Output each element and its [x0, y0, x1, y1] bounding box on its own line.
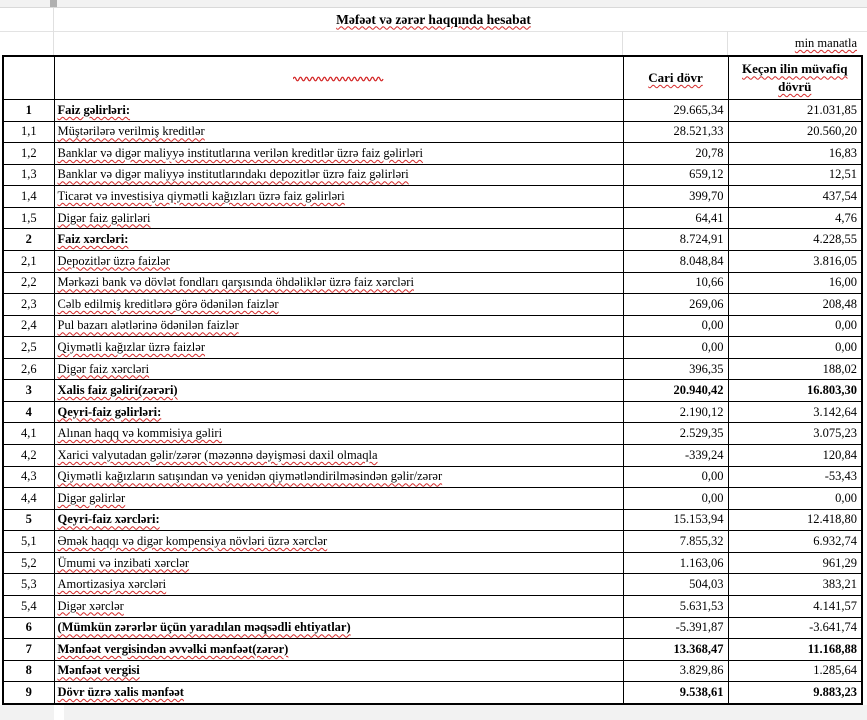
cell-text: 0,00 [835, 318, 857, 333]
profit-loss-table [2, 55, 863, 705]
cell-text: 2.190,12 [679, 404, 724, 419]
previous-period-cell[interactable] [728, 358, 862, 380]
previous-period-cell[interactable] [728, 466, 862, 488]
previous-period-cell[interactable] [728, 423, 862, 445]
current-period-cell[interactable] [623, 552, 728, 574]
cell-text: 2,4 [20, 318, 37, 333]
cell-text: 504,03 [689, 577, 724, 592]
cell-text: 6 [25, 620, 32, 635]
table-row [3, 509, 862, 531]
header-row [3, 56, 862, 100]
row-label-text: Dövr üzrə xalis mənfəət [57, 685, 184, 700]
gridline-vertical [622, 31, 623, 55]
row-label-cell[interactable] [54, 164, 623, 186]
row-label-cell[interactable] [54, 100, 623, 122]
table-row [3, 423, 862, 445]
row-label-text: Digər gəlirlər [57, 490, 126, 505]
row-label-cell[interactable] [54, 315, 623, 337]
row-number-cell[interactable] [3, 552, 54, 574]
cell-text: 3 [25, 383, 32, 398]
cell-text: 1,3 [20, 167, 37, 182]
row-label-text: Faiz xərcləri: [57, 232, 129, 247]
previous-period-cell[interactable] [728, 488, 862, 510]
cell-text: 3.075,23 [813, 426, 857, 441]
row-number-cell[interactable] [3, 595, 54, 617]
current-period-cell[interactable] [623, 595, 728, 617]
table-row [3, 250, 862, 272]
table-row [3, 617, 862, 639]
cell-text: 4 [25, 404, 32, 419]
cell-text: 28.521,33 [673, 124, 724, 139]
cell-text: 20,78 [695, 145, 724, 160]
current-period-cell[interactable] [623, 574, 728, 596]
previous-period-cell[interactable] [728, 595, 862, 617]
cell-text: 12,51 [828, 167, 857, 182]
current-period-cell[interactable] [623, 445, 728, 467]
previous-period-cell[interactable] [728, 100, 862, 122]
row-label-text: Digər faiz gəlirləri [57, 210, 151, 225]
previous-period-cell[interactable] [728, 164, 862, 186]
table-row [3, 272, 862, 294]
row-label-text: Pul bazarı alətlərinə ödənilən faizlər [57, 318, 239, 333]
row-label-cell[interactable] [54, 250, 623, 272]
row-label-cell[interactable] [54, 207, 623, 229]
cell-text: 4.228,55 [813, 232, 857, 247]
current-period-cell[interactable] [623, 294, 728, 316]
cell-text: 7 [25, 641, 32, 656]
cell-text: 4,76 [835, 210, 857, 225]
header-cell-description[interactable] [54, 56, 623, 100]
cell-text: 3.142,64 [813, 404, 857, 419]
cell-text: 8 [25, 663, 32, 678]
row-label-cell[interactable] [54, 682, 623, 704]
previous-period-cell[interactable] [728, 380, 862, 402]
cell-text: 437,54 [822, 189, 857, 204]
cell-text: 0,00 [701, 318, 724, 333]
row-label-cell[interactable] [54, 380, 623, 402]
table-row [3, 229, 862, 251]
cell-text: 4,1 [20, 426, 37, 441]
cell-text: 1,5 [20, 210, 37, 225]
report-title-row[interactable] [0, 8, 867, 31]
row-number-cell[interactable] [3, 401, 54, 423]
cell-text: 1,1 [20, 124, 37, 139]
current-period-cell[interactable] [623, 337, 728, 359]
table-row [3, 164, 862, 186]
table-row [3, 531, 862, 553]
cell-text: 8.724,91 [679, 232, 724, 247]
cell-text: 9.538,61 [679, 685, 724, 700]
cell-text: 16.803,30 [807, 383, 857, 398]
current-period-cell[interactable] [623, 682, 728, 704]
table-row [3, 315, 862, 337]
row-number-cell[interactable] [3, 488, 54, 510]
cell-text: 1.163,06 [679, 555, 724, 570]
previous-period-cell[interactable] [728, 294, 862, 316]
row-number-cell[interactable] [3, 100, 54, 122]
table-header [3, 56, 862, 100]
current-period-cell[interactable] [623, 531, 728, 553]
previous-period-cell[interactable] [728, 617, 862, 639]
current-period-cell[interactable] [623, 380, 728, 402]
previous-period-cell[interactable] [728, 445, 862, 467]
current-period-cell[interactable] [623, 617, 728, 639]
row-label-text: Mənfəət vergisi [57, 663, 140, 678]
row-number-cell[interactable] [3, 229, 54, 251]
current-period-cell[interactable] [623, 488, 728, 510]
previous-period-cell[interactable] [728, 337, 862, 359]
cell-text: 0,00 [835, 339, 857, 354]
previous-period-cell[interactable] [728, 552, 862, 574]
cell-text: 13.368,47 [673, 641, 724, 656]
table-row [3, 186, 862, 208]
cell-text: 10,66 [695, 275, 724, 290]
previous-period-cell[interactable] [728, 315, 862, 337]
table-row [3, 552, 862, 574]
row-number-cell[interactable] [3, 466, 54, 488]
header-cell-number[interactable] [3, 56, 54, 100]
row-label-text: Depozitlər üzrə faizlər [57, 253, 170, 268]
cell-text: 5,3 [20, 577, 37, 592]
cell-text: 0,00 [701, 469, 724, 484]
table-row [3, 466, 862, 488]
bottom-column-gap [54, 705, 64, 720]
row-number-cell[interactable] [3, 143, 54, 165]
row-label-text: Qeyri-faiz gəlirləri: [57, 404, 162, 419]
row-number-cell[interactable] [3, 639, 54, 661]
cell-text: 12.418,80 [807, 512, 857, 527]
top-gridline-strip [0, 0, 867, 8]
cell-text: 0,00 [701, 490, 724, 505]
cell-text: 16,83 [828, 145, 857, 160]
cell-text: 5 [25, 512, 32, 527]
table-row [3, 401, 862, 423]
row-label-text: Ümumi və inzibati xərclər [57, 555, 190, 570]
cell-text: 120,84 [822, 447, 857, 462]
row-label-text: Ticarət və investisiya qiymətli kağızları üzrə faiz gəlirləri [57, 189, 345, 204]
cell-text: 2,6 [20, 361, 37, 376]
row-label-text: Müştərilərə verilmiş kreditlər [57, 124, 205, 139]
cell-text: 2.529,35 [679, 426, 724, 441]
current-period-cell[interactable] [623, 358, 728, 380]
row-label-text: Mərkəzi bank və dövlət fondları qarşısında öhdəliklər üzrə faiz xərcləri [57, 275, 414, 290]
cell-text: 2,5 [20, 339, 37, 354]
row-label-text: Əmək haqqı və digər kompensiya növləri üzrə xərclər [57, 534, 328, 549]
row-number-cell[interactable] [3, 164, 54, 186]
table-row [3, 207, 862, 229]
row-label-cell[interactable] [54, 595, 623, 617]
row-label-text: Amortizasiya xərcləri [57, 577, 167, 592]
cell-text: 961,29 [822, 555, 857, 570]
cell-text: 2 [25, 232, 32, 247]
previous-period-cell[interactable] [728, 229, 862, 251]
current-period-cell[interactable] [623, 272, 728, 294]
cell-text: 20.560,20 [807, 124, 857, 139]
row-label-cell[interactable] [54, 423, 623, 445]
report-title: Məfəət və zərər haqqında hesabat [336, 11, 531, 27]
cell-text: 15.153,94 [673, 512, 724, 527]
row-label-text: (Mümkün zərərlər üçün yaradılan məqsədli ehtiyatlar) [57, 620, 351, 635]
row-number-cell[interactable] [3, 294, 54, 316]
gridline-vertical [53, 8, 54, 55]
column-divider-tab [50, 0, 57, 7]
row-label-cell[interactable] [54, 617, 623, 639]
row-label-cell[interactable] [54, 272, 623, 294]
cell-text: -339,24 [684, 447, 724, 462]
cell-text: -53,43 [824, 469, 857, 484]
row-label-cell[interactable] [54, 401, 623, 423]
cell-text: 3.816,05 [813, 253, 857, 268]
row-label-cell[interactable] [54, 639, 623, 661]
cell-text: 269,06 [689, 296, 724, 311]
row-number-cell[interactable] [3, 250, 54, 272]
cell-text: 0,00 [701, 339, 724, 354]
previous-period-cell[interactable] [728, 639, 862, 661]
cell-text: 16,00 [828, 275, 857, 290]
cell-text: 4,3 [20, 469, 37, 484]
row-label-text: Banklar və digər maliyyə institutlarındakı depozitlər üzrə faiz gəlirləri [57, 167, 409, 182]
current-period-cell[interactable] [623, 509, 728, 531]
row-label-text: Alınan haqq və kommisiya gəliri [57, 426, 223, 441]
previous-period-cell[interactable] [728, 531, 862, 553]
row-label-text: Xarici valyutadan gəlir/zərər (məzənnə dəyişməsi daxil olmaqla [57, 447, 378, 462]
cell-text: 399,70 [689, 189, 724, 204]
row-label-text: Mənfəət vergisindən əvvəlki mənfəət(zərər) [57, 641, 289, 656]
row-number-cell[interactable] [3, 337, 54, 359]
row-number-cell[interactable] [3, 682, 54, 704]
cell-text: 5,4 [20, 598, 37, 613]
cell-text: 5,1 [20, 534, 37, 549]
previous-period-cell[interactable] [728, 121, 862, 143]
cell-text: 5,2 [20, 555, 37, 570]
row-number-cell[interactable] [3, 423, 54, 445]
row-number-cell[interactable] [3, 617, 54, 639]
row-label-cell[interactable] [54, 466, 623, 488]
row-label-cell[interactable] [54, 574, 623, 596]
current-period-cell[interactable] [623, 423, 728, 445]
previous-period-cell[interactable] [728, 401, 862, 423]
row-label-cell[interactable] [54, 488, 623, 510]
cell-text: 2,3 [20, 296, 37, 311]
cell-text: 1,4 [20, 189, 37, 204]
current-period-cell[interactable] [623, 186, 728, 208]
cell-text: 1,2 [20, 145, 37, 160]
row-label-cell[interactable] [54, 143, 623, 165]
cell-text: -3.641,74 [809, 620, 857, 635]
previous-period-cell[interactable] [728, 207, 862, 229]
row-number-cell[interactable] [3, 207, 54, 229]
cell-text: 11.168,88 [807, 641, 857, 656]
row-label-cell[interactable] [54, 531, 623, 553]
units-note: min manatla [794, 36, 857, 50]
row-label-cell[interactable] [54, 660, 623, 682]
row-label-cell[interactable] [54, 229, 623, 251]
row-label-text: Faiz gəlirləri: [57, 102, 131, 117]
cell-text: 188,02 [822, 361, 857, 376]
cell-text: 1 [25, 102, 32, 117]
header-cell-previous-period[interactable] [728, 56, 862, 100]
table-row [3, 488, 862, 510]
cell-text: 4,2 [20, 447, 37, 462]
row-number-cell[interactable] [3, 315, 54, 337]
cell-text: 383,21 [822, 577, 857, 592]
cell-text: 0,00 [835, 490, 857, 505]
cell-text: 2,2 [20, 275, 37, 290]
row-label-cell[interactable] [54, 186, 623, 208]
cell-text: 7.855,32 [679, 534, 724, 549]
row-label-cell[interactable] [54, 337, 623, 359]
table-row [3, 639, 862, 661]
cell-text: 659,12 [689, 167, 724, 182]
cell-text: 8.048,84 [679, 253, 724, 268]
header-cell-current-period[interactable] [623, 56, 728, 100]
previous-period-cell[interactable] [728, 574, 862, 596]
row-label-cell[interactable] [54, 509, 623, 531]
current-period-cell[interactable] [623, 207, 728, 229]
current-period-cell[interactable] [623, 121, 728, 143]
previous-period-cell[interactable] [728, 272, 862, 294]
row-number-cell[interactable] [3, 186, 54, 208]
cell-text: -5.391,87 [675, 620, 724, 635]
units-row[interactable] [0, 31, 867, 55]
row-label-text: Banklar və digər maliyyə institutlarına verilən kreditlər üzrə faiz gəlirləri [57, 145, 423, 160]
table-row [3, 100, 862, 122]
row-number-cell[interactable] [3, 574, 54, 596]
current-period-cell[interactable] [623, 100, 728, 122]
spellcheck-squiggle-icon [293, 75, 385, 82]
row-label-text: Qiymətli kağızların satışından və yenidən qiymətləndirilməsindən gəlir/zərər [57, 469, 443, 484]
cell-text: 6.932,74 [813, 534, 857, 549]
table-row [3, 660, 862, 682]
cell-text: 9 [25, 685, 32, 700]
cell-text: 4,4 [20, 490, 37, 505]
cell-text: 3.829,86 [679, 663, 724, 678]
table-body [3, 100, 862, 705]
current-period-label: Cari dövr [648, 70, 703, 86]
row-label-text: Digər xərclər [57, 598, 124, 613]
row-label-cell[interactable] [54, 294, 623, 316]
row-number-cell[interactable] [3, 358, 54, 380]
cell-text: 29.665,34 [673, 102, 724, 117]
row-number-cell[interactable] [3, 121, 54, 143]
cell-text: 64,41 [695, 210, 724, 225]
bottom-gridline-strip [0, 705, 867, 720]
current-period-cell[interactable] [623, 660, 728, 682]
cell-text: 20.940,42 [673, 383, 724, 398]
previous-period-label: Keçən ilin müvafiq dövrü [742, 61, 848, 94]
previous-period-cell[interactable] [728, 660, 862, 682]
table-row [3, 121, 862, 143]
row-label-cell[interactable] [54, 121, 623, 143]
table-row [3, 337, 862, 359]
table-row [3, 445, 862, 467]
current-period-cell[interactable] [623, 639, 728, 661]
row-number-cell[interactable] [3, 509, 54, 531]
current-period-cell[interactable] [623, 401, 728, 423]
row-number-cell[interactable] [3, 445, 54, 467]
row-label-text: Digər faiz xərcləri [57, 361, 150, 376]
row-label-cell[interactable] [54, 358, 623, 380]
table-row [3, 682, 862, 704]
cell-text: 4.141,57 [813, 598, 857, 613]
table-row [3, 358, 862, 380]
previous-period-cell[interactable] [728, 682, 862, 704]
row-label-cell[interactable] [54, 552, 623, 574]
table-row [3, 595, 862, 617]
cell-text: 208,48 [822, 296, 857, 311]
current-period-cell[interactable] [623, 315, 728, 337]
row-label-text: Qeyri-faiz xərcləri: [57, 512, 160, 527]
row-label-text: Qiymətli kağızlar üzrə faizlər [57, 339, 205, 354]
previous-period-cell[interactable] [728, 186, 862, 208]
gridline-vertical [727, 31, 728, 55]
row-number-cell[interactable] [3, 380, 54, 402]
table-row [3, 574, 862, 596]
current-period-cell[interactable] [623, 143, 728, 165]
table-row [3, 294, 862, 316]
row-number-cell[interactable] [3, 660, 54, 682]
current-period-cell[interactable] [623, 164, 728, 186]
row-label-text: Xalis faiz gəliri(zərəri) [57, 383, 178, 398]
current-period-cell[interactable] [623, 229, 728, 251]
previous-period-cell[interactable] [728, 509, 862, 531]
cell-text: 5.631,53 [679, 598, 724, 613]
current-period-cell[interactable] [623, 466, 728, 488]
previous-period-cell[interactable] [728, 250, 862, 272]
cell-text: 2,1 [20, 253, 37, 268]
table-row [3, 143, 862, 165]
cell-text: 21.031,85 [807, 102, 857, 117]
row-label-cell[interactable] [54, 445, 623, 467]
previous-period-cell[interactable] [728, 143, 862, 165]
cell-text: 1.285,64 [813, 663, 857, 678]
row-number-cell[interactable] [3, 272, 54, 294]
cell-text: 396,35 [689, 361, 724, 376]
current-period-cell[interactable] [623, 250, 728, 272]
row-label-text: Cəlb edilmiş kreditlərə görə ödənilən faizlər [57, 296, 279, 311]
cell-text: 9.883,23 [813, 685, 857, 700]
row-number-cell[interactable] [3, 531, 54, 553]
table-row [3, 380, 862, 402]
